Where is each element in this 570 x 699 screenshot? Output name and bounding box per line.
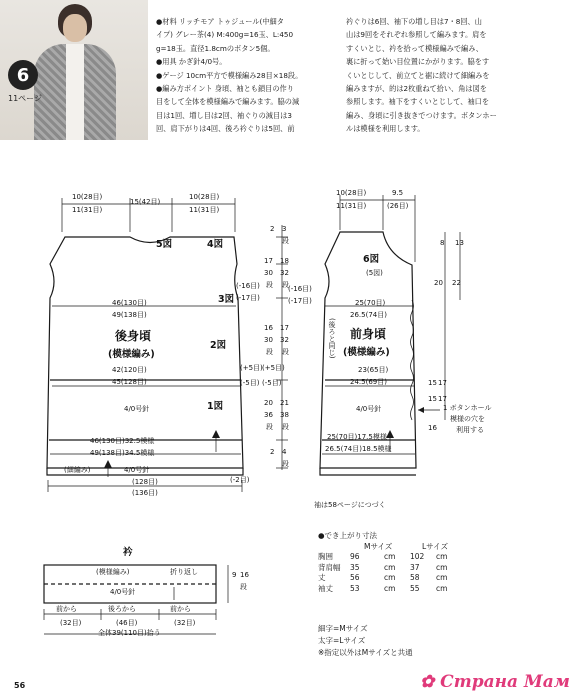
front-top-l: 11(31目) xyxy=(336,202,367,210)
front-width-1-m: 25(70目) xyxy=(355,299,386,307)
buttonhole-label-1: 1 ボタンホール xyxy=(443,404,492,412)
table-cell: 37 xyxy=(410,562,420,572)
table-header xyxy=(318,542,332,553)
center-dec: (-5目) xyxy=(262,379,282,387)
table-cell: 55 xyxy=(410,583,420,593)
site-watermark xyxy=(420,672,570,692)
back-width-2-m: 42(120目) xyxy=(112,366,147,374)
back-fig2-label: 2図 xyxy=(210,340,227,351)
front-rows: 15 xyxy=(428,395,437,403)
back-fig3-label: 3図 xyxy=(218,294,235,305)
page-reference: 11ページ xyxy=(8,94,43,103)
table-row xyxy=(318,552,452,563)
instruction-line: 山は9回をそれぞれ参照して編みます。肩を xyxy=(346,30,487,40)
table-cell: cm xyxy=(384,583,396,593)
front-width-1-l: 26.5(74目) xyxy=(350,311,387,319)
instruction-line: 目は1回、増し目は2回、袖ぐりの減目は3 xyxy=(156,110,292,120)
sleeve-continuation-note: 袖は58ページにつづく xyxy=(314,501,386,509)
buttonhole-label-3: 利用する xyxy=(456,426,484,434)
back-needle: 4/0号針 xyxy=(124,405,150,413)
center-num: 17 xyxy=(280,324,289,332)
back-inc: (+5目) xyxy=(240,364,263,372)
note-line: 太字=Lサイズ xyxy=(318,636,366,645)
back-body-title: 後身頃 xyxy=(115,329,152,343)
watermark-dot-icon: ✿ xyxy=(420,672,435,692)
center-num: 4 xyxy=(282,448,287,456)
instruction-line: ●ゲージ 10cm平方で模様編み28目×18段。 xyxy=(156,70,303,80)
note-line: 細字=Mサイズ xyxy=(318,624,368,633)
table-cell: 35 xyxy=(350,562,360,572)
back-bottom-m: (128目) xyxy=(132,478,158,486)
center-unit: 段 xyxy=(266,281,273,289)
front-neck-m: 9.5 xyxy=(392,189,404,197)
instruction-line: くいとじして、前立てと裾に続けて細編みを xyxy=(346,70,490,80)
front-rows: 15 xyxy=(428,379,437,387)
back-hem-needle: 4/0号針 xyxy=(124,466,150,474)
collar-needle: 4/0号針 xyxy=(110,588,136,596)
table-row xyxy=(318,573,452,584)
table-cell: 53 xyxy=(350,583,360,593)
table-title: ●でき上がり寸法 xyxy=(318,531,378,540)
instruction-line: g=18玉。直径1.8cmのボタン5個。 xyxy=(156,43,275,53)
back-width-2-l: 45(128目) xyxy=(112,378,147,386)
center-num: 16 xyxy=(264,324,273,332)
table-cell: cm xyxy=(436,562,448,572)
front-cast-on-l: 26.5(74目)18.5模様 xyxy=(325,445,392,453)
back-width-1-m: 46(130目) xyxy=(112,299,147,307)
collar-front-left-count: (32目) xyxy=(60,619,82,627)
center-num: 2 xyxy=(270,448,275,456)
page-number: 56 xyxy=(14,681,26,690)
table-title-row xyxy=(318,531,452,542)
front-width-2-m: 23(65目) xyxy=(358,366,389,374)
collar-height-rows: 16 xyxy=(240,571,249,579)
note-line: ※指定以外はMサイズと共通 xyxy=(318,648,413,657)
instruction-line: 編みますが、的は2枚重ねて拾い、角は図を xyxy=(346,84,487,94)
back-width-1-l: 49(138目) xyxy=(112,311,147,319)
center-unit: 段 xyxy=(282,237,289,245)
front-fig5-label: (5図) xyxy=(366,269,383,277)
table-cell: 袖丈 xyxy=(318,583,333,593)
front-rows: 22 xyxy=(452,279,461,287)
instruction-line: 参照します。袖下をすくいとじして、袖口を xyxy=(346,97,490,107)
front-rows: 17 xyxy=(438,395,447,403)
instruction-line: 目をして全体を模様編みで編みます。脇の減 xyxy=(156,97,300,107)
back-cast-on-l: 49(138目)34.5模様 xyxy=(90,449,155,457)
center-num: 2 xyxy=(270,225,275,233)
back-neck-center: 15(42目) xyxy=(130,198,161,206)
front-rows: 20 xyxy=(434,279,443,287)
center-dec-m: (-16目) xyxy=(288,285,312,293)
back-cast-on-m: 46(130目)32.5模様 xyxy=(90,437,155,445)
table-cell: cm xyxy=(384,552,396,561)
collar-pattern: (模様編み) xyxy=(96,568,130,576)
table-cell: 背肩幅 xyxy=(318,562,341,572)
back-dec-side: (-5目) xyxy=(240,379,260,387)
center-num: 3 xyxy=(282,225,287,233)
back-dec-m: (-16目) xyxy=(236,282,260,290)
back-neck-left-l: 11(31目) xyxy=(72,206,103,214)
buttonhole-label-2: 模様の穴を xyxy=(450,415,485,423)
table-header-l: Lサイズ xyxy=(422,541,449,551)
center-unit: 段 xyxy=(282,423,289,431)
collar-back: 後ろから xyxy=(108,605,136,613)
collar-height: 9 xyxy=(232,571,237,579)
instruction-line: 裏に折って始い目位置にかがります。脇をす xyxy=(346,57,490,67)
front-cast-on-m: 25(70目)17.5模様 xyxy=(327,433,387,441)
table-cell: cm xyxy=(384,573,396,582)
front-needle: 4/0号針 xyxy=(356,405,382,413)
center-unit: 段 xyxy=(282,348,289,356)
table-cell: 58 xyxy=(410,573,420,582)
collar-fold: 折り返し xyxy=(170,568,198,576)
center-num: 32 xyxy=(280,336,289,344)
pattern-number-badge: 6 xyxy=(8,60,38,90)
table-row xyxy=(318,563,452,574)
front-width-2-l: 24.5(69目) xyxy=(350,378,387,386)
watermark-text: Страна Мам xyxy=(440,672,570,692)
front-top-m: 10(28目) xyxy=(336,189,367,197)
instruction-line: ルは模様を利用します。 xyxy=(346,124,425,134)
table-cell: cm xyxy=(436,583,448,593)
center-num: 20 xyxy=(264,399,273,407)
instruction-line: 編み、身頃に引き抜きでつけます。ボタンホー xyxy=(346,110,497,120)
collar-front-right-count: (32目) xyxy=(174,619,196,627)
collar-total: 全体39(110目)拾う xyxy=(98,629,161,637)
back-fig1-label: 1図 xyxy=(207,401,224,412)
back-hem-label: (細編み) xyxy=(64,466,91,474)
collar-front-right: 前から xyxy=(170,605,191,613)
center-num: 18 xyxy=(280,257,289,265)
front-rows: 13 xyxy=(455,239,464,247)
table-header-row xyxy=(318,542,452,553)
center-num: 36 xyxy=(264,411,273,419)
table-cell: 56 xyxy=(350,573,360,582)
instruction-line: 衿ぐりは6回、袖下の増し目は7・8回、山 xyxy=(346,17,482,26)
instruction-line: すくいとじ、衿を拾って模様編みで編み、 xyxy=(346,43,483,53)
front-rows: 8 xyxy=(440,239,445,247)
table-cell: cm xyxy=(384,562,396,572)
center-unit: 段 xyxy=(282,460,289,468)
collar-height-unit: 段 xyxy=(240,583,247,591)
center-unit: 段 xyxy=(282,281,289,289)
instruction-line: ●材料 リッチモア トゥジュール(中細タ xyxy=(156,17,284,26)
center-unit: 段 xyxy=(266,423,273,431)
front-neck-l: (26目) xyxy=(387,202,409,210)
instruction-line: ●用具 かぎ針4/0号。 xyxy=(156,57,227,67)
back-dec-hem: (-2目) xyxy=(230,476,250,484)
table-cell: cm xyxy=(436,573,448,582)
table-cell: 96 xyxy=(350,552,360,561)
finished-size-table xyxy=(318,531,452,594)
center-num: 32 xyxy=(280,269,289,277)
back-fig4-label: 4図 xyxy=(207,239,224,250)
collar-front-left: 前から xyxy=(56,605,77,613)
center-num: 21 xyxy=(280,399,289,407)
table-row xyxy=(318,584,452,595)
back-dec-l: (-17目) xyxy=(236,294,260,302)
center-unit: 段 xyxy=(266,348,273,356)
size-notes xyxy=(318,623,413,659)
table-cell: 胸囲 xyxy=(318,552,333,561)
center-num: 30 xyxy=(264,269,273,277)
center-inc: (+5目) xyxy=(262,364,285,372)
center-num: 17 xyxy=(264,257,273,265)
center-num: 30 xyxy=(264,336,273,344)
back-body-subtitle: (模様編み) xyxy=(108,349,155,360)
collar-back-count: (46目) xyxy=(116,619,138,627)
instruction-line: ●編み方ポイント 身頃、袖とも鎖目の作り xyxy=(156,84,294,94)
back-neck-left-m: 10(28目) xyxy=(72,193,103,201)
front-rows: 16 xyxy=(428,424,437,432)
table-header-m: Mサイズ xyxy=(364,541,393,551)
table-cell: cm xyxy=(436,552,448,561)
back-neck-right-l: 11(31目) xyxy=(189,206,220,214)
back-fig5-label: 5図 xyxy=(156,239,173,250)
front-hem-band xyxy=(320,468,416,475)
front-body-subtitle: (模様編み) xyxy=(343,347,390,358)
center-dec-l: (-17目) xyxy=(288,297,312,305)
center-num: 38 xyxy=(280,411,289,419)
table-cell: 丈 xyxy=(318,573,326,582)
front-rows: 17 xyxy=(438,379,447,387)
instruction-line: 回、肩下がりは4回、後ろ衿ぐりは5回、前 xyxy=(156,124,295,134)
instruction-line: イプ) グレー茶(4) M:400g=16玉、L:450 xyxy=(156,30,294,40)
front-body-title: 前身頃 xyxy=(350,327,387,341)
front-fig6-label: 6図 xyxy=(363,254,380,265)
back-neck-right-m: 10(28目) xyxy=(189,193,220,201)
table-cell: 102 xyxy=(410,552,425,561)
front-same-as-back: (後ろと同じ) xyxy=(328,318,336,359)
collar-title: 衿 xyxy=(123,547,133,558)
back-bottom-l: (136目) xyxy=(132,489,158,497)
